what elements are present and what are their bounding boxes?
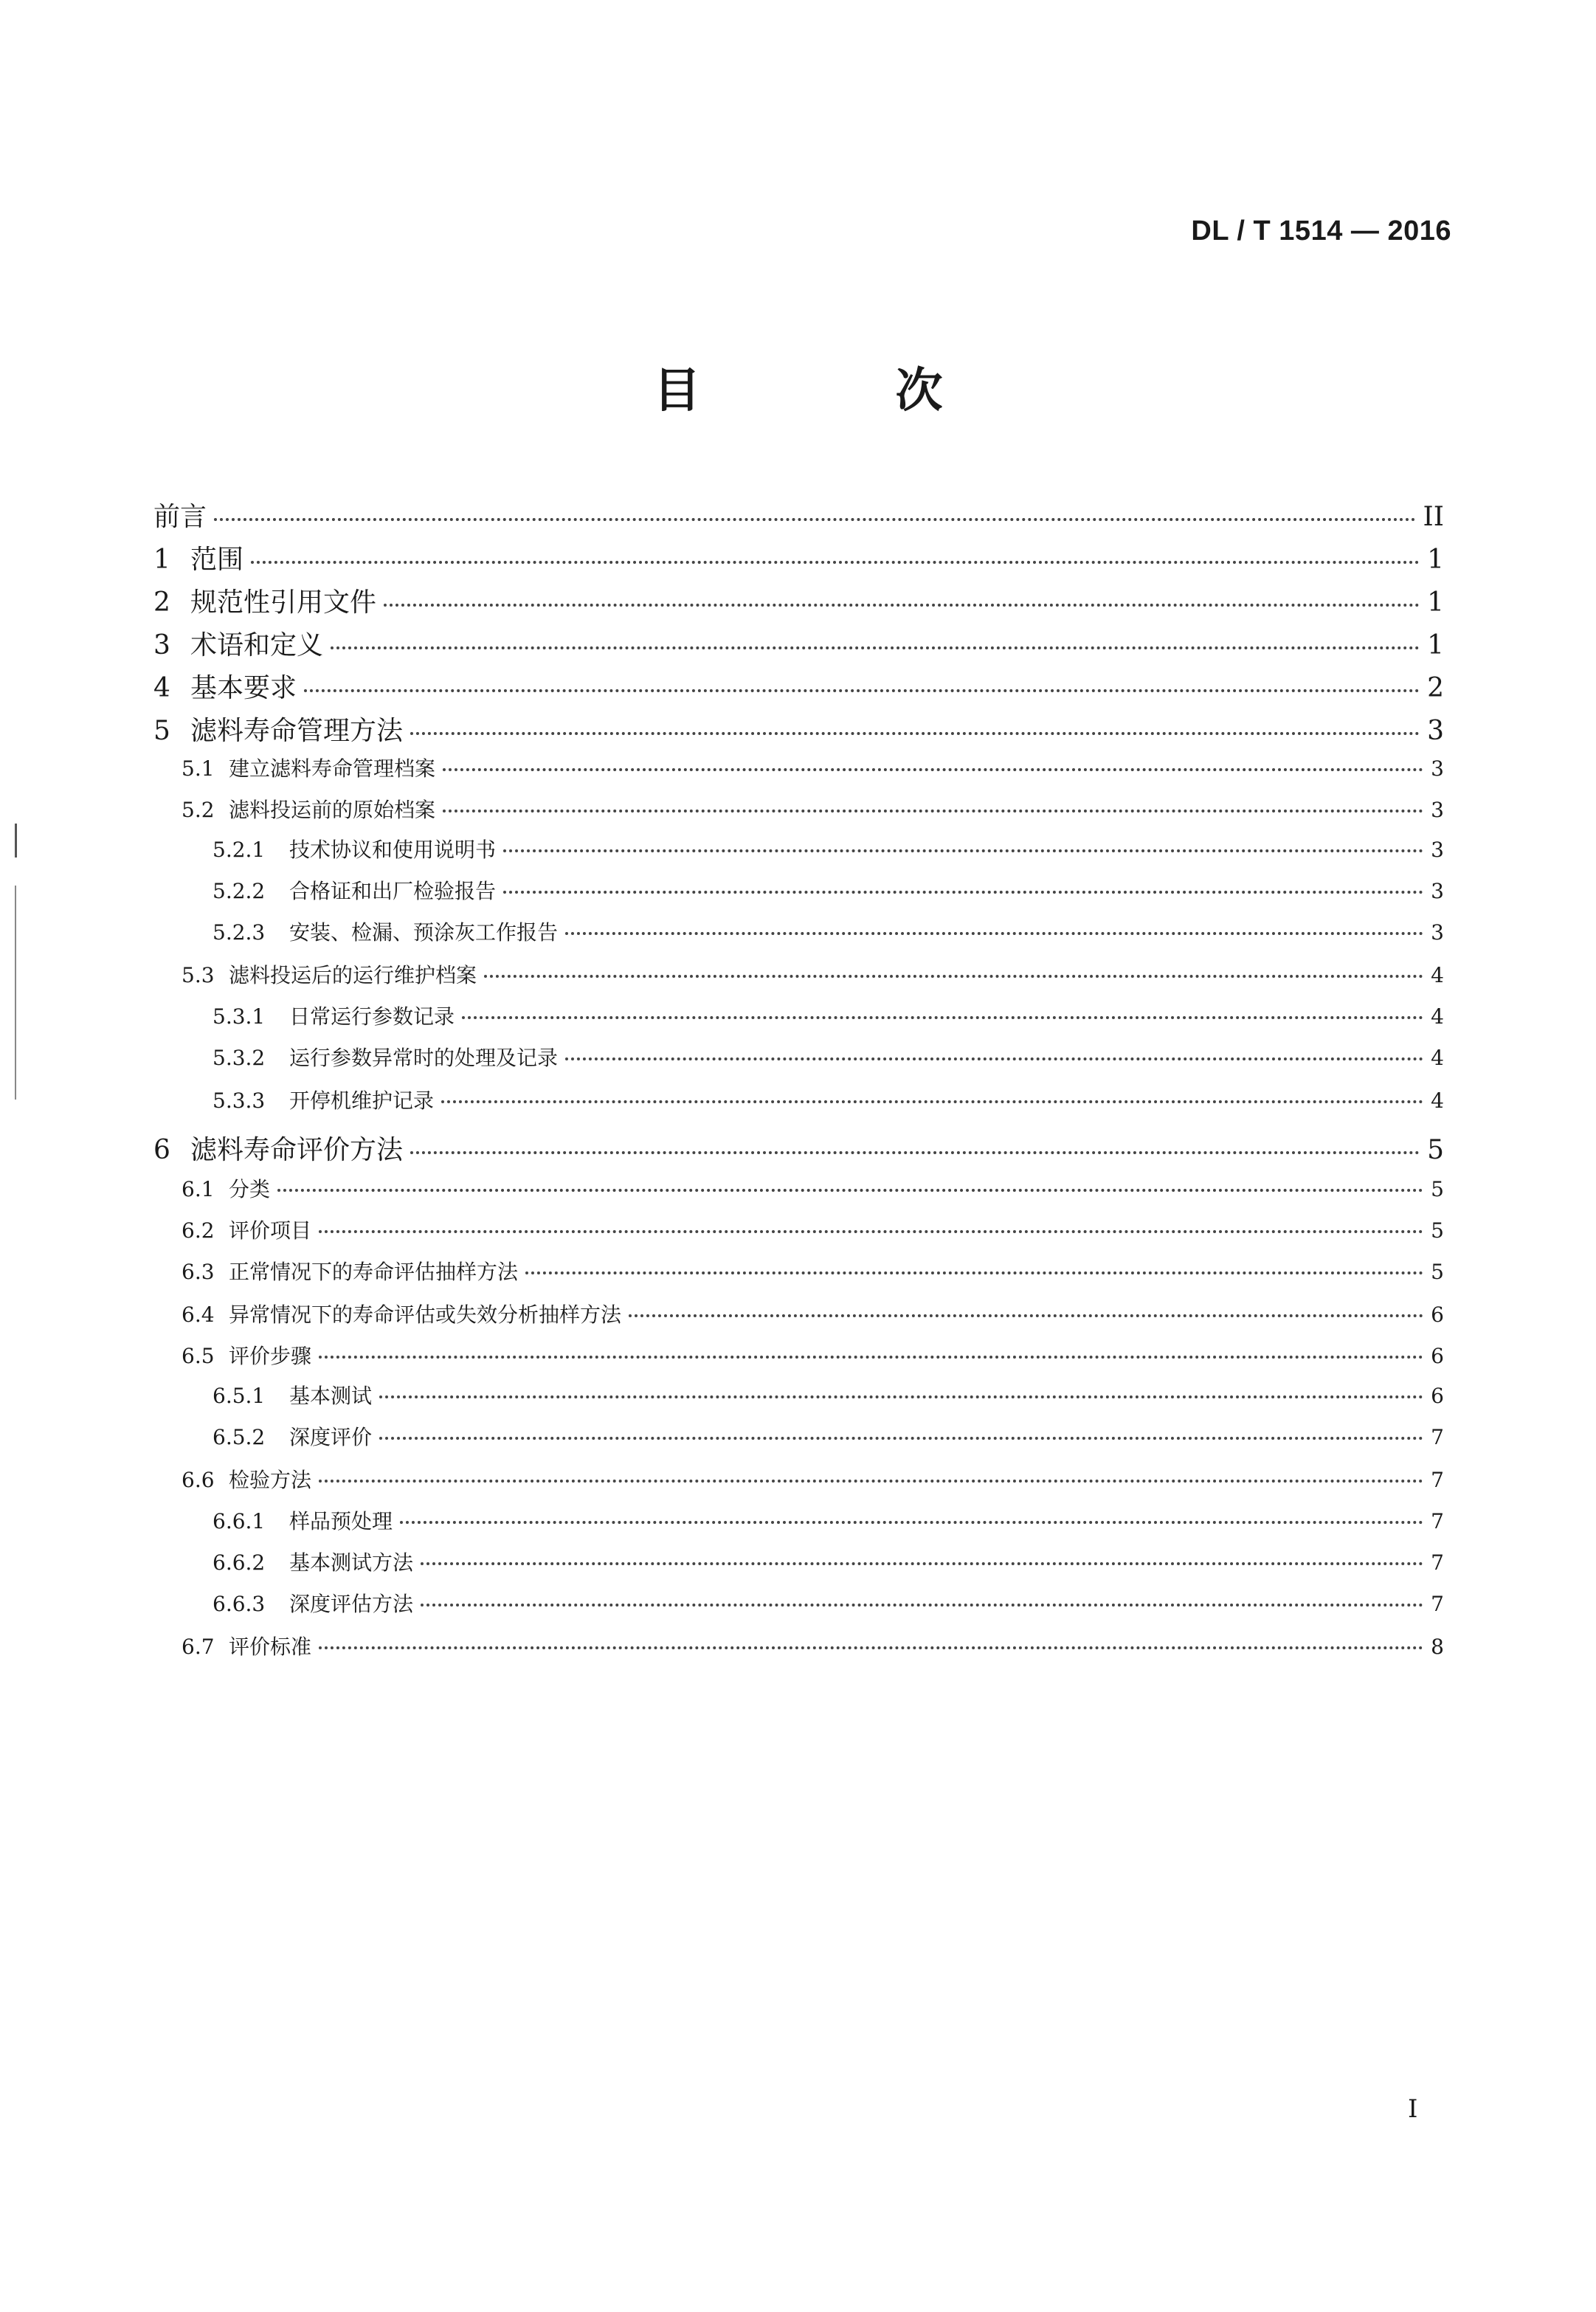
toc-entry[interactable] — [182, 794, 1444, 835]
toc-entry-page: 8 — [1431, 1635, 1444, 1659]
toc-entry[interactable] — [153, 1129, 1444, 1170]
toc-entry-label: 样品预处理 — [289, 1509, 393, 1533]
dot-leader — [443, 810, 1423, 812]
toc-entry-page: 5 — [1431, 1260, 1444, 1284]
dot-leader — [629, 1314, 1423, 1317]
toc-entry-page: 3 — [1431, 756, 1444, 781]
toc-entry-number: 6.6.2 — [213, 1550, 266, 1575]
toc-entry-page: 4 — [1431, 1004, 1444, 1029]
dot-leader — [443, 768, 1423, 771]
toc-entry-number: 5.2.2 — [213, 879, 266, 903]
dot-leader — [525, 1271, 1423, 1274]
toc-entry-label: 技术协议和使用说明书 — [289, 838, 497, 862]
toc-entry-page: 5 — [1431, 1177, 1444, 1201]
toc-entry-label: 滤料寿命评价方法 — [190, 1135, 404, 1165]
dot-leader — [565, 932, 1423, 935]
dot-leader — [421, 1562, 1423, 1565]
toc-entry[interactable] — [153, 667, 1444, 708]
dot-leader — [410, 1151, 1420, 1154]
toc-entry-number: 6.2 — [182, 1218, 215, 1243]
toc-entry-label: 分类 — [229, 1177, 271, 1201]
toc-entry-label: 滤料寿命管理方法 — [190, 716, 404, 746]
dot-leader — [565, 1057, 1423, 1060]
toc-entry-page: 7 — [1431, 1425, 1444, 1449]
toc-entry[interactable] — [213, 917, 1444, 958]
toc-entry[interactable] — [153, 496, 1444, 537]
dot-leader — [400, 1521, 1423, 1524]
toc-entry-page: 5 — [1427, 1135, 1444, 1165]
dot-leader — [251, 561, 1420, 564]
toc-entry-number: 5.1 — [182, 756, 215, 781]
toc-entry-page: 3 — [1431, 879, 1444, 903]
toc-entry[interactable] — [213, 1547, 1444, 1588]
dot-leader — [331, 646, 1420, 649]
toc-entry[interactable] — [153, 710, 1444, 751]
dot-leader — [379, 1395, 1423, 1398]
toc-entry[interactable] — [213, 1085, 1444, 1126]
page-folio: I — [1408, 2094, 1418, 2124]
scan-mark — [15, 886, 16, 1100]
toc-entry-number: 6.4 — [182, 1302, 215, 1327]
toc-entry-page: 5 — [1431, 1218, 1444, 1243]
toc-entry-page: 4 — [1431, 1046, 1444, 1070]
dot-leader — [410, 732, 1420, 735]
dot-leader — [441, 1100, 1423, 1103]
toc-entry[interactable] — [182, 1173, 1444, 1215]
toc-entry-page: 1 — [1427, 545, 1444, 575]
toc-entry-number: 5.2.3 — [213, 920, 266, 945]
toc-entry-page: 1 — [1427, 587, 1444, 618]
toc-entry[interactable] — [182, 753, 1444, 794]
toc-entry-label: 开停机维护记录 — [289, 1088, 435, 1113]
toc-entry-label: 前言 — [153, 502, 207, 532]
toc-entry[interactable] — [153, 624, 1444, 666]
toc-entry[interactable] — [182, 1631, 1444, 1672]
page-title: 目 次 — [653, 364, 1017, 418]
toc-entry-label: 日常运行参数记录 — [289, 1004, 455, 1029]
dot-leader — [384, 604, 1420, 607]
toc-entry-label: 评价项目 — [229, 1218, 312, 1243]
toc-entry-label: 异常情况下的寿命评估或失效分析抽样方法 — [229, 1302, 622, 1327]
toc-entry-page: 1 — [1427, 630, 1444, 660]
toc-entry-label: 基本测试 — [289, 1384, 373, 1408]
toc-entry[interactable] — [213, 1380, 1444, 1421]
dot-leader — [319, 1646, 1423, 1649]
toc-entry-page: 7 — [1431, 1509, 1444, 1533]
dot-leader — [319, 1356, 1423, 1359]
toc-entry-label: 安装、检漏、预涂灰工作报告 — [289, 920, 559, 945]
toc-entry-number: 5 — [153, 716, 170, 746]
toc-entry[interactable] — [153, 539, 1444, 580]
scan-mark — [15, 824, 17, 857]
toc-entry-page: 6 — [1431, 1384, 1444, 1408]
toc-entry-page: 3 — [1431, 920, 1444, 945]
toc-entry-label: 滤料投运前的原始档案 — [229, 798, 436, 822]
dot-leader — [214, 518, 1416, 521]
standard-code: DL / T 1514 — 2016 — [1191, 215, 1451, 246]
toc-entry-number: 4 — [153, 673, 170, 703]
toc-entry-number: 6.5.2 — [213, 1425, 266, 1449]
toc-entry-label: 正常情况下的寿命评估抽样方法 — [229, 1260, 519, 1284]
toc-entry-page: 7 — [1431, 1468, 1444, 1492]
toc-entry-label: 建立滤料寿命管理档案 — [229, 756, 436, 781]
toc-entry-page: 3 — [1427, 716, 1444, 746]
toc-entry-label: 规范性引用文件 — [190, 587, 377, 618]
toc-entry[interactable] — [213, 875, 1444, 917]
toc-entry-number: 5.3.2 — [213, 1046, 266, 1070]
toc-entry[interactable] — [182, 1340, 1444, 1381]
dot-leader — [462, 1016, 1423, 1019]
toc-entry-number: 6.1 — [182, 1177, 215, 1201]
toc-entry-number: 6.5.1 — [213, 1384, 266, 1408]
toc-entry-number: 6 — [153, 1135, 170, 1165]
toc-entry-label: 合格证和出厂检验报告 — [289, 879, 497, 903]
toc-entry-page: II — [1423, 502, 1444, 532]
toc-entry[interactable] — [153, 582, 1444, 623]
toc-entry-number: 1 — [153, 545, 170, 575]
toc-entry-number: 5.3.3 — [213, 1088, 266, 1113]
toc-entry-page: 6 — [1431, 1302, 1444, 1327]
toc-entry[interactable] — [182, 1256, 1444, 1297]
toc-entry[interactable] — [182, 1299, 1444, 1340]
dot-leader — [319, 1230, 1423, 1233]
toc-entry[interactable] — [182, 959, 1444, 1001]
toc-entry-label: 运行参数异常时的处理及记录 — [289, 1046, 559, 1070]
dot-leader — [421, 1604, 1423, 1607]
toc-entry-label: 术语和定义 — [190, 630, 324, 660]
toc-entry-label: 滤料投运后的运行维护档案 — [229, 963, 477, 987]
toc-entry-number: 6.5 — [182, 1344, 215, 1368]
toc-entry[interactable] — [213, 1001, 1444, 1042]
dot-leader — [277, 1189, 1423, 1192]
toc-entry-page: 7 — [1431, 1592, 1444, 1616]
toc-entry-label: 基本要求 — [190, 673, 297, 703]
dot-leader — [503, 849, 1423, 852]
toc-entry-number: 6.3 — [182, 1260, 215, 1284]
toc-entry-page: 3 — [1431, 798, 1444, 822]
toc-entry[interactable] — [213, 1505, 1444, 1547]
toc-entry-number: 5.2.1 — [213, 838, 266, 862]
toc-entry-page: 4 — [1431, 963, 1444, 987]
toc-entry-page: 2 — [1427, 673, 1444, 703]
toc-entry-label: 深度评估方法 — [289, 1592, 414, 1616]
toc-entry-page: 7 — [1431, 1550, 1444, 1575]
toc-entry-number: 6.6.1 — [213, 1509, 266, 1533]
toc-entry-number: 6.6.3 — [213, 1592, 266, 1616]
toc-entry-number: 6.7 — [182, 1635, 215, 1659]
toc-entry[interactable] — [213, 834, 1444, 875]
toc-entry-number: 3 — [153, 630, 170, 660]
toc-entry-number: 5.3.1 — [213, 1004, 266, 1029]
dot-leader — [379, 1437, 1423, 1440]
toc-entry[interactable] — [182, 1464, 1444, 1505]
toc-entry[interactable] — [213, 1421, 1444, 1463]
toc-entry-label: 深度评价 — [289, 1425, 373, 1449]
toc-entry-number: 5.2 — [182, 798, 215, 822]
toc-entry-page: 3 — [1431, 838, 1444, 862]
toc-entry-number: 5.3 — [182, 963, 215, 987]
toc-entry[interactable] — [213, 1588, 1444, 1629]
toc-entry-number: 2 — [153, 587, 170, 618]
toc-entry-page: 6 — [1431, 1344, 1444, 1368]
dot-leader — [484, 975, 1423, 978]
toc-entry[interactable] — [213, 1042, 1444, 1083]
dot-leader — [319, 1480, 1423, 1483]
dot-leader — [503, 891, 1423, 894]
toc-entry-page: 4 — [1431, 1088, 1444, 1113]
dot-leader — [304, 689, 1420, 692]
toc-entry-number: 6.6 — [182, 1468, 215, 1492]
toc-entry-label: 基本测试方法 — [289, 1550, 414, 1575]
toc-entry[interactable] — [182, 1215, 1444, 1256]
toc-entry-label: 范围 — [190, 545, 244, 575]
toc-entry-label: 评价步骤 — [229, 1344, 312, 1368]
toc-entry-label: 评价标准 — [229, 1635, 312, 1659]
toc-entry-label: 检验方法 — [229, 1468, 312, 1492]
